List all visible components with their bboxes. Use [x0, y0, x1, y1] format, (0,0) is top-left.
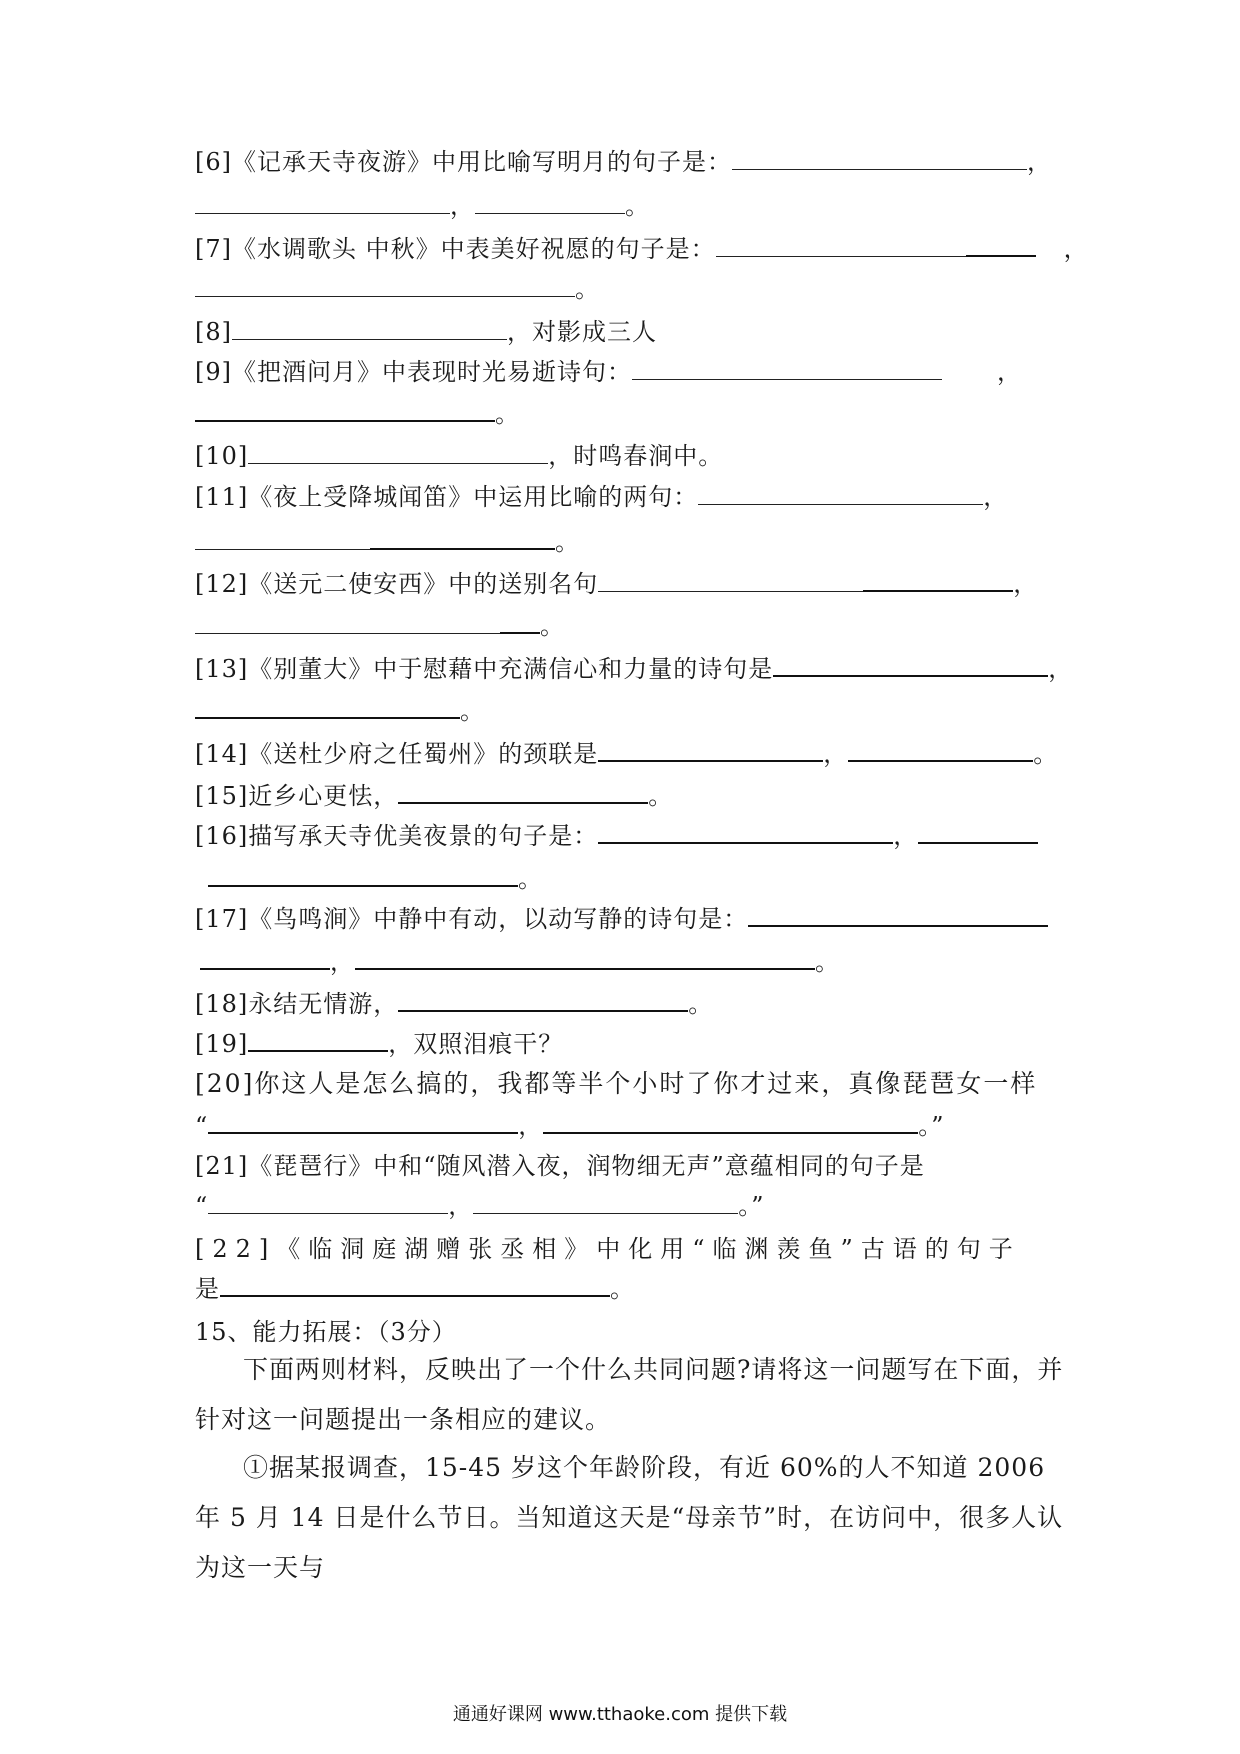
section-15-title: 15、能力拓展：（3分） — [195, 1318, 457, 1346]
punct: 。 — [495, 400, 520, 428]
punct: ， — [1013, 570, 1039, 598]
question-22-is: 是 — [195, 1275, 220, 1303]
answer-blank[interactable] — [598, 822, 893, 844]
question-8-text: ，对影成三人 — [507, 318, 657, 346]
answer-blank[interactable] — [848, 740, 1033, 762]
question-16 — [195, 822, 1038, 850]
answer-blank[interactable] — [398, 990, 688, 1012]
answer-blank[interactable] — [698, 484, 983, 505]
question-7 — [195, 235, 1089, 263]
question-22-cont — [195, 1275, 635, 1303]
question-21-cont — [195, 1192, 765, 1220]
question-12-cont — [195, 612, 565, 640]
question-6-label: [6]《记承天寺夜游》中用比喻写明月的句子是： — [195, 148, 732, 176]
punct: 。” — [918, 1112, 945, 1140]
answer-blank[interactable] — [195, 400, 495, 422]
punct: 。 — [518, 865, 543, 893]
footer-source: 通通好课网 www.tthaoke.com 提供下载 — [452, 1704, 788, 1725]
answer-blank[interactable] — [248, 1030, 388, 1052]
question-6-cont — [195, 192, 650, 220]
question-12 — [195, 570, 1038, 598]
question-8 — [195, 318, 657, 346]
question-22-label: [22]《临洞庭湖赠张丞相》中化用“临渊羡鱼”古语的句子 — [195, 1235, 1021, 1263]
punct: 。 — [815, 948, 840, 976]
answer-blank[interactable] — [195, 276, 575, 297]
question-8-label: [8] — [195, 318, 232, 346]
answer-blank[interactable] — [208, 1112, 518, 1134]
question-11-label: [11]《夜上受降城闻笛》中运用比喻的两句： — [195, 483, 699, 511]
answer-blank[interactable] — [195, 193, 450, 214]
answer-blank[interactable] — [918, 822, 1038, 844]
answer-blank[interactable] — [208, 865, 518, 887]
question-20 — [195, 1070, 1037, 1098]
paragraph-material-1: ①据某报调查，15-45 岁这个年龄阶段，有近 60%的人不知道 2006 年 5 月 14 日是什么节日。当知道这天是“母亲节”时，在访问中，很多人认为这一天与 — [195, 1453, 1064, 1582]
answer-blank[interactable] — [232, 319, 507, 340]
punct: ， — [983, 483, 1009, 511]
question-16-label: [16]描写承天寺优美夜景的句子是： — [195, 822, 599, 850]
question-19 — [195, 1030, 563, 1058]
punct: 。 — [540, 612, 565, 640]
answer-blank[interactable] — [398, 782, 648, 804]
answer-blank[interactable] — [195, 529, 370, 550]
punct: ， — [823, 740, 849, 768]
question-10 — [195, 442, 723, 470]
question-16-cont — [208, 865, 543, 893]
question-12-label: [12]《送元二使安西》中的送别名句 — [195, 570, 599, 598]
answer-blank[interactable] — [500, 612, 540, 634]
question-17-label: [17]《鸟鸣涧》中静中有动，以动写静的诗句是： — [195, 905, 749, 933]
answer-blank[interactable] — [716, 236, 966, 257]
answer-blank[interactable] — [200, 948, 330, 970]
question-13-cont — [195, 697, 485, 725]
answer-blank[interactable] — [208, 1193, 448, 1214]
punct: ， — [518, 1112, 544, 1140]
punct: ， — [448, 1192, 474, 1220]
question-11 — [195, 483, 1008, 511]
punct: ， — [1048, 655, 1074, 683]
answer-blank[interactable] — [632, 359, 942, 380]
answer-blank[interactable] — [248, 443, 548, 464]
question-7-label: [7]《水调歌头 中秋》中表美好祝愿的句子是： — [195, 235, 716, 263]
question-15-label: [15]近乡心更怯， — [195, 782, 399, 810]
question-7-cont — [195, 275, 600, 303]
answer-blank[interactable] — [355, 948, 815, 970]
punct: 。 — [555, 528, 580, 556]
answer-blank[interactable] — [966, 235, 1036, 257]
question-20-label: [20]你这人是怎么搞的，我都等半个小时了你才过来，真像琵琶女一样 — [195, 1069, 1038, 1098]
answer-blank[interactable] — [598, 571, 863, 592]
answer-blank[interactable] — [195, 697, 460, 719]
question-13-label: [13]《别董大》中于慰藉中充满信心和力量的诗句是 — [195, 655, 774, 683]
answer-blank[interactable] — [195, 613, 500, 634]
question-14-label: [14]《送杜少府之任蜀州》的颈联是 — [195, 740, 599, 768]
question-18 — [195, 990, 713, 1018]
punct: 。 — [610, 1275, 635, 1303]
question-18-label: [18]永结无情游， — [195, 990, 399, 1018]
punct: 。 — [575, 275, 600, 303]
punct: “ — [195, 1192, 209, 1220]
question-14 — [195, 740, 1058, 768]
punct: 。 — [688, 990, 714, 1018]
question-6 — [195, 148, 1052, 176]
answer-blank[interactable] — [370, 528, 555, 550]
question-21 — [195, 1152, 925, 1180]
answer-blank[interactable] — [220, 1275, 610, 1297]
answer-blank[interactable] — [773, 655, 1048, 677]
punct: 。 — [460, 697, 485, 725]
question-17-cont — [200, 948, 840, 976]
punct: ， — [1027, 148, 1052, 176]
answer-blank[interactable] — [598, 740, 823, 762]
question-21-label: [21]《琵琶行》中和“随风潜入夜，润物细无声”意蕴相同的句子是 — [195, 1152, 925, 1180]
question-15 — [195, 782, 673, 810]
punct: 。 — [625, 192, 650, 220]
answer-blank[interactable] — [732, 149, 1027, 170]
question-17 — [195, 905, 1048, 933]
question-19-text: ，双照泪痕干？ — [388, 1030, 564, 1058]
question-13 — [195, 655, 1073, 683]
punct: 。 — [1033, 740, 1059, 768]
punct: ， — [330, 948, 355, 976]
answer-blank[interactable] — [863, 570, 1013, 592]
question-9-cont — [195, 400, 520, 428]
punct: 。 — [648, 782, 674, 810]
question-9-label: [9]《把酒问月》中表现时光易逝诗句： — [195, 358, 632, 386]
punct: 。” — [738, 1192, 765, 1220]
punct: ， — [893, 822, 919, 850]
question-19-label: [19] — [195, 1030, 249, 1058]
punct: ， — [997, 358, 1022, 386]
question-20-cont — [195, 1112, 945, 1140]
question-11-cont — [195, 528, 580, 556]
question-10-text: ，时鸣春涧中。 — [548, 442, 724, 470]
answer-blank[interactable] — [475, 193, 625, 214]
question-10-label: [10] — [195, 442, 249, 470]
punct: ， — [450, 192, 475, 220]
answer-blank[interactable] — [543, 1112, 918, 1134]
punct: “ — [195, 1112, 209, 1140]
paragraph-intro: 下面两则材料，反映出了一个什么共同问题?请将这一问题写在下面，并针对这一问题提出一条相应的建议。 — [195, 1355, 1064, 1434]
punct: ， — [1063, 235, 1089, 263]
answer-blank[interactable] — [748, 905, 1048, 927]
question-22 — [195, 1235, 1021, 1263]
question-9 — [195, 358, 1022, 386]
answer-blank[interactable] — [473, 1193, 738, 1214]
